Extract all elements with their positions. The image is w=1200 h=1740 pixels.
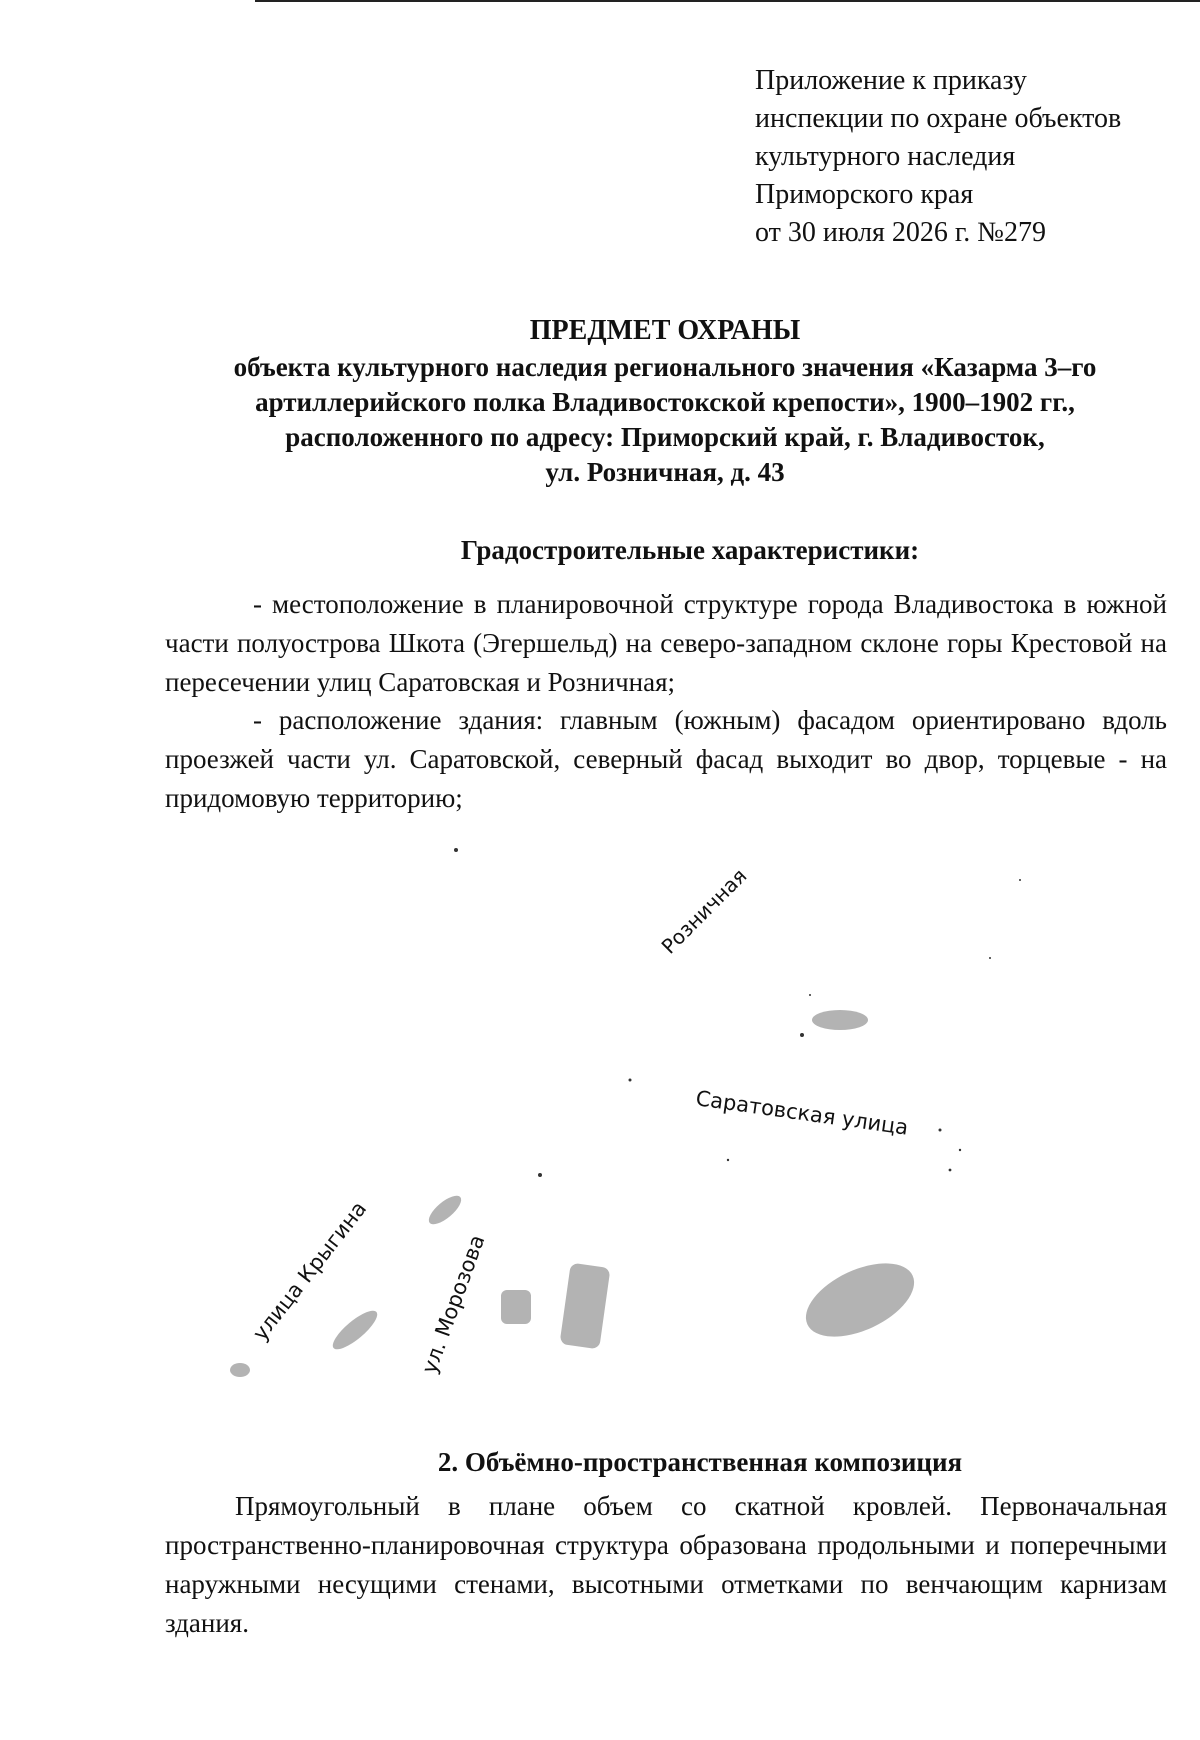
title-line: объекта культурного наследия регионального значения «Казарма 3–го [233, 352, 1097, 382]
map-noise [454, 848, 1021, 1177]
attachment-line: культурного наследия [755, 141, 1016, 172]
street-label-saratovskaya: Саратовская улица [694, 1086, 910, 1140]
map-svg [190, 830, 1050, 1420]
attachment-line: от 30 июля 2026 г. №279 [755, 217, 1046, 248]
title-line: ул. Розничная, д. 43 [545, 457, 785, 487]
main-title: ПРЕДМЕТ ОХРАНЫ [529, 315, 801, 346]
composition-paragraph: Прямоугольный в плане объем со скатной кровлей. Первоначальная пространственно-планировочная структура образована продольными и поперечными наружными несущими стенами, высотными отметками по венчающим карнизам здания. [165, 1491, 1167, 1638]
placement-paragraph: - расположение здания: главным (южным) фасадом ориентировано вдоль проезжей части ул. Саратовской, северный фасад выходит во двор, торцевые - на придомовую территорию; [165, 705, 1167, 813]
top-border-line [255, 0, 1200, 2]
map-blobs [230, 1010, 925, 1377]
attachment-line: Приморского края [755, 179, 974, 210]
street-label-roznichnaya: Розничная [656, 863, 752, 959]
attachment-line: Приложение к приказу [755, 65, 1027, 96]
street-label-morozova: ул. Морозова [417, 1231, 490, 1377]
location-map [190, 830, 1050, 1420]
document-title [130, 312, 1200, 490]
composition-heading: 2. Объёмно-пространственная композиция [437, 1447, 963, 1477]
street-label-krygina: улица Крыгина [248, 1196, 372, 1346]
location-paragraph: - местоположение в планировочной структуре города Владивостока в южной части полуострова Шкота (Эгершельд) на северо-западном склоне горы Крестовой на пересечении улиц Саратовская и Розничная; [165, 589, 1167, 697]
attachment-line: инспекции по охране объектов [755, 103, 1122, 134]
attachment-note [755, 62, 1185, 252]
title-line: расположенного по адресу: Приморский край, г. Владивосток, [285, 422, 1045, 452]
urban-characteristics-heading: Градостроительные характеристики: [460, 535, 920, 565]
title-line: артиллерийского полка Владивостокской крепости», 1900–1902 гг., [255, 387, 1075, 417]
